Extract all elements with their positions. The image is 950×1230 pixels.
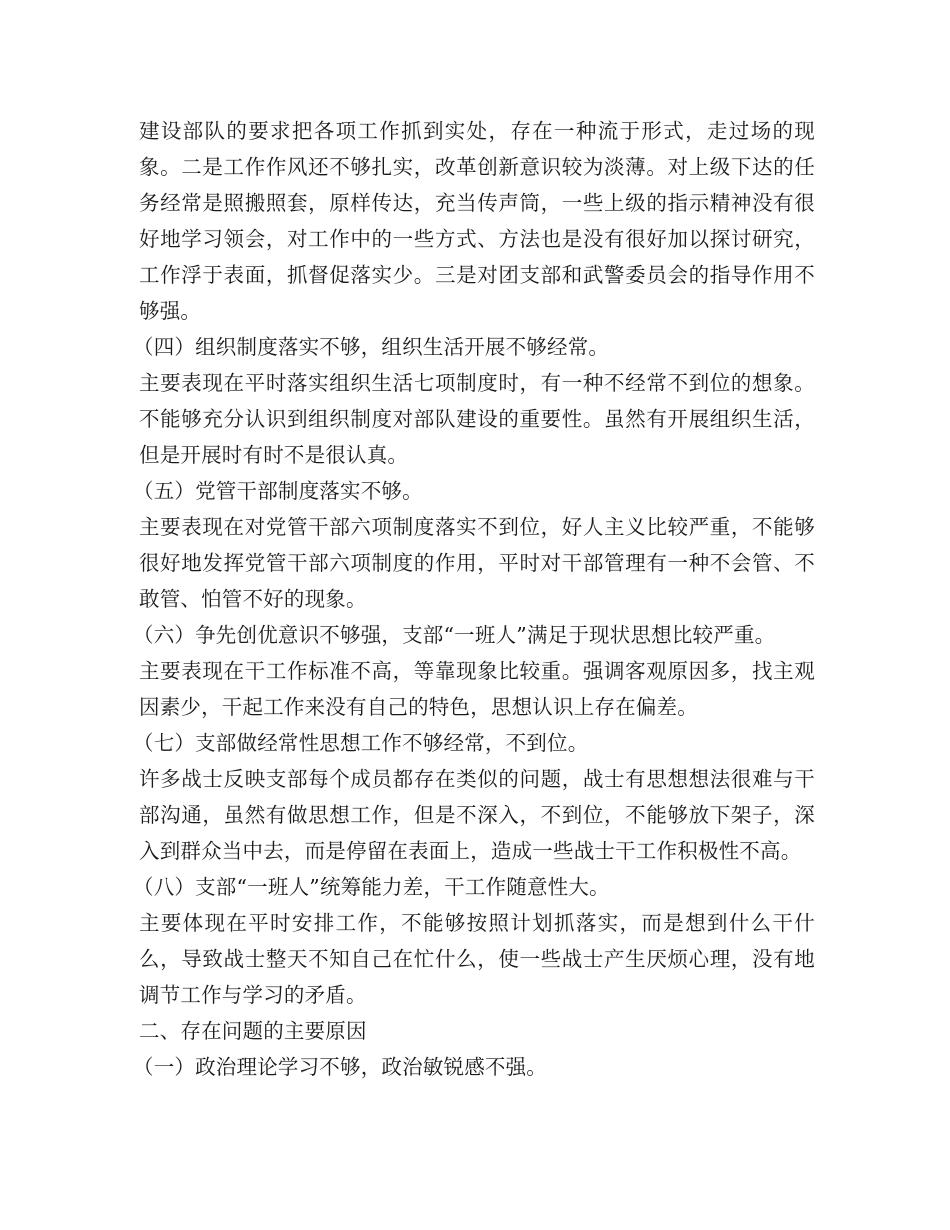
paragraph-body: 主要体现在平时安排工作，不能够按照计划抓落实，而是想到什么干什么，导致战士整天不知自己在忙什么，使一些战士产生厌烦心理，没有地调节工作与学习的矛盾。	[139, 911, 815, 1007]
paragraph-heading-7: （七）支部做经常性思想工作不够经常，不到位。	[133, 731, 589, 755]
paragraph-body: 许多战士反映支部每个成员都存在类似的问题，战士有思想想法很难与干部沟通，虽然有做思想工作，但是不深入，不到位，不能够放下架子，深入到群众当中去，而是停留在表面上，造成一些战士干工作积极性不高。	[139, 767, 815, 863]
paragraph-heading-6: （六）争先创优意识不够强，支部“一班人”满足于现状思想比较严重。	[133, 623, 776, 647]
paragraph-heading-8: （八）支部“一班人”统筹能力差，干工作随意性大。	[133, 875, 610, 899]
paragraph-heading-5: （五）党管干部制度落实不够。	[133, 479, 423, 503]
paragraph-body: 主要表现在对党管干部六项制度落实不到位，好人主义比较严重，不能够很好地发挥党管干部六项制度的作用，平时对干部管理有一种不会管、不敢管、怕管不好的现象。	[139, 515, 815, 611]
document-body	[133, 113, 815, 1085]
paragraph-body: 主要表现在平时落实组织生活七项制度时，有一种不经常不到位的想象。不能够充分认识到组织制度对部队建设的重要性。虽然有开展组织生活，但是开展时有时不是很认真。	[139, 371, 815, 467]
paragraph-heading-4: （四）组织制度落实不够，组织生活开展不够经常。	[133, 335, 610, 359]
paragraph-body: 主要表现在干工作标准不高，等靠现象比较重。强调客观原因多，找主观因素少，干起工作来没有自己的特色，思想认识上存在偏差。	[139, 659, 815, 719]
paragraph-body: 建设部队的要求把各项工作抓到实处，存在一种流于形式，走过场的现象。二是工作作风还不够扎实，改革创新意识较为淡薄。对上级下达的任务经常是照搬照套，原样传达，充当传声筒，一些上级的指示精神没有很好地学习领会，对工作中的一些方式、方法也是没有很好加以探讨研究，工作浮于表面，抓督促落实少。三是对团支部和武警委员会的指导作用不够强。	[139, 119, 815, 323]
paragraph-heading-1: （一）政治理论学习不够，政治敏锐感不强。	[133, 1055, 547, 1079]
section-heading: 二、存在问题的主要原因	[139, 1019, 367, 1043]
